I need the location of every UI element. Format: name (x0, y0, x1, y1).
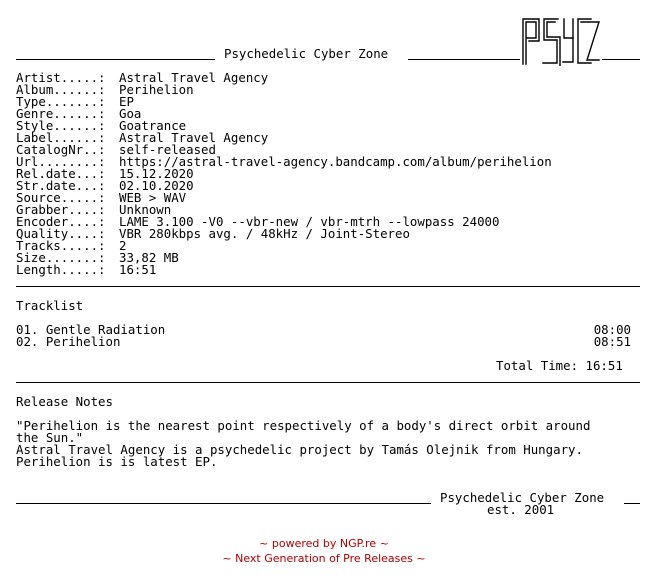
notes-line: the Sun." (16, 430, 84, 445)
info-value: 02.10.2020 (119, 178, 194, 193)
release-info (16, 72, 640, 276)
info-key: Grabber....: (16, 202, 106, 217)
release-notes (16, 420, 640, 468)
notes-line: Astral Travel Agency is a psychedelic project by Tamás Olejnik from Hungary. (16, 442, 583, 457)
info-value: Astral Travel Agency (119, 130, 269, 145)
notes-line: "Perihelion is the nearest point respectively of a body's direct orbit around (16, 418, 591, 433)
info-value: 33,82 MB (119, 250, 179, 265)
info-row-str-date (16, 180, 640, 192)
info-key: Length.....: (16, 262, 106, 277)
signature-title: Psychedelic Cyber Zone (440, 490, 605, 505)
footer-tagline: ~ Next Generation of Pre Releases ~ (222, 552, 426, 565)
info-row-tracks (16, 240, 640, 252)
info-row-artist (16, 72, 640, 84)
info-value: Perihelion (119, 82, 194, 97)
info-value: Unknown (119, 202, 172, 217)
header-rule-left (16, 59, 215, 60)
info-key: Url........: (16, 154, 106, 169)
tracklist-heading: Tracklist (16, 298, 84, 313)
info-value: self-released (119, 142, 216, 157)
pcz-logo (521, 16, 601, 66)
release-notes-heading: Release Notes (16, 394, 113, 409)
signature-rule-right (624, 503, 640, 504)
divider (16, 286, 640, 287)
powered-by-text: ~ powered by NGP.re ~ (259, 537, 389, 550)
info-row-source (16, 192, 640, 204)
info-key: Str.date...: (16, 178, 106, 193)
header-title: Psychedelic Cyber Zone (224, 46, 389, 61)
info-value: WEB > WAV (119, 190, 187, 205)
info-value: LAME 3.100 -V0 --vbr-new / vbr-mtrh --lowpass 24000 (119, 214, 500, 229)
info-row-quality (16, 228, 640, 240)
divider (16, 382, 640, 383)
info-value: EP (119, 94, 134, 109)
info-row-album (16, 84, 640, 96)
info-key: Tracks.....: (16, 238, 106, 253)
info-row-label (16, 132, 640, 144)
info-key: Style......: (16, 118, 106, 133)
info-key: Type.......: (16, 94, 106, 109)
info-value: 15.12.2020 (119, 166, 194, 181)
info-key: Size.......: (16, 250, 106, 265)
info-row-size (16, 252, 640, 264)
track-time: 08:00 (593, 322, 631, 337)
header-rule-mid (408, 59, 520, 60)
info-key: Artist.....: (16, 70, 106, 85)
info-value: 2 (119, 238, 127, 253)
info-row-genre (16, 108, 640, 120)
signature-rule-left (16, 503, 431, 504)
info-row-type (16, 96, 640, 108)
info-key: Source.....: (16, 190, 106, 205)
header-rule-right (602, 59, 640, 60)
tracklist (16, 324, 640, 348)
info-url-value: https://astral-travel-agency.bandcamp.com/album/perihelion (119, 154, 552, 169)
info-key: Genre......: (16, 106, 106, 121)
notes-line: Perihelion is is latest EP. (16, 454, 218, 469)
info-key: Rel.date...: (16, 166, 106, 181)
info-key: Album......: (16, 82, 106, 97)
info-key: Label......: (16, 130, 106, 145)
info-key: Quality....: (16, 226, 106, 241)
info-value: 16:51 (119, 262, 157, 277)
track-title: 02. Perihelion (16, 334, 121, 349)
info-row-style (16, 120, 640, 132)
info-value: Astral Travel Agency (119, 70, 269, 85)
signature-est: est. 2001 (487, 502, 555, 517)
info-key: CatalogNr..: (16, 142, 106, 157)
track-row (16, 336, 631, 348)
info-value: VBR 280kbps avg. / 48kHz / Joint-Stereo (119, 226, 410, 241)
info-row-url (16, 156, 640, 168)
track-time: 08:51 (593, 334, 631, 349)
info-value: Goa (119, 106, 142, 121)
info-value: Goatrance (119, 118, 187, 133)
total-time: Total Time: 16:51 (496, 358, 623, 373)
track-title: 01. Gentle Radiation (16, 322, 166, 337)
info-row-rel-date (16, 168, 640, 180)
info-row-length (16, 264, 640, 276)
info-key: Encoder....: (16, 214, 106, 229)
